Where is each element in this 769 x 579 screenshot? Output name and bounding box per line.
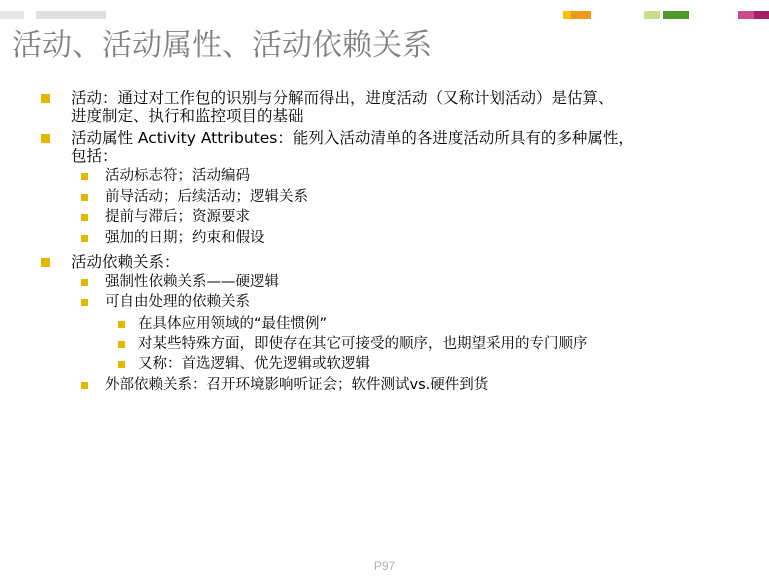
bullet-marker xyxy=(41,258,50,267)
bullet-dependencies-text: 活动依赖关系： xyxy=(71,253,180,271)
header-bar-green xyxy=(663,11,689,19)
bullet-marker xyxy=(81,173,88,180)
sub-sub-bullet-text: 在具体应用领域的“最佳惯例” xyxy=(138,316,328,332)
bullet-activity-text-2: 进度制定、执行和监控项目的基础 xyxy=(71,107,304,125)
header-bar-yellow xyxy=(563,11,571,19)
sub-bullet-text: 强加的日期；约束和假设 xyxy=(105,230,265,246)
bullet-marker xyxy=(81,235,88,242)
sub-bullet-text: 可自由处理的依赖关系 xyxy=(105,294,250,310)
header-bar-orange xyxy=(571,11,591,19)
header-bar-gray-1 xyxy=(0,11,24,19)
sub-bullet-text: 提前与滞后；资源要求 xyxy=(105,209,250,225)
sub-bullet-text: 活动标志符；活动编码 xyxy=(105,168,250,184)
sub-sub-bullet-text: 对某些特殊方面，即使存在其它可接受的顺序，也期望采用的专门顺序 xyxy=(138,336,588,352)
header-bar-lime xyxy=(644,11,660,19)
sub-bullet-text: 前导活动；后续活动；逻辑关系 xyxy=(105,189,308,205)
page-number: P97 xyxy=(373,559,396,573)
sub-bullet-text: 外部依赖关系：召开环境影响听证会；软件测试vs.硬件到货 xyxy=(105,377,489,393)
bullet-marker xyxy=(81,382,88,389)
header-bar-magenta xyxy=(754,11,769,19)
slide-title: 活动、活动属性、活动依赖关系 xyxy=(12,28,432,63)
bullet-marker xyxy=(41,94,50,103)
bullet-marker xyxy=(41,134,50,143)
bullet-marker xyxy=(81,194,88,201)
bullet-marker xyxy=(118,361,125,368)
bullet-marker xyxy=(118,321,125,328)
header-bar-pink xyxy=(738,11,754,19)
bullet-marker xyxy=(81,299,88,306)
bullet-marker xyxy=(81,214,88,221)
bullet-activity-text-1: 活动：通过对工作包的识别与分解而得出，进度活动（又称计划活动）是估算、 xyxy=(71,89,614,107)
sub-bullet-text: 强制性依赖关系——硬逻辑 xyxy=(105,274,279,290)
header-bar-gray-2 xyxy=(36,11,106,19)
bullet-attributes-text-2: 包括： xyxy=(71,147,118,165)
sub-sub-bullet-text: 又称：首选逻辑、优先逻辑或软逻辑 xyxy=(138,356,370,372)
bullet-attributes-text-1: 活动属性 Activity Attributes：能列入活动清单的各进度活动所具有的多种属性， xyxy=(71,129,634,147)
bullet-marker xyxy=(81,279,88,286)
bullet-marker xyxy=(118,341,125,348)
